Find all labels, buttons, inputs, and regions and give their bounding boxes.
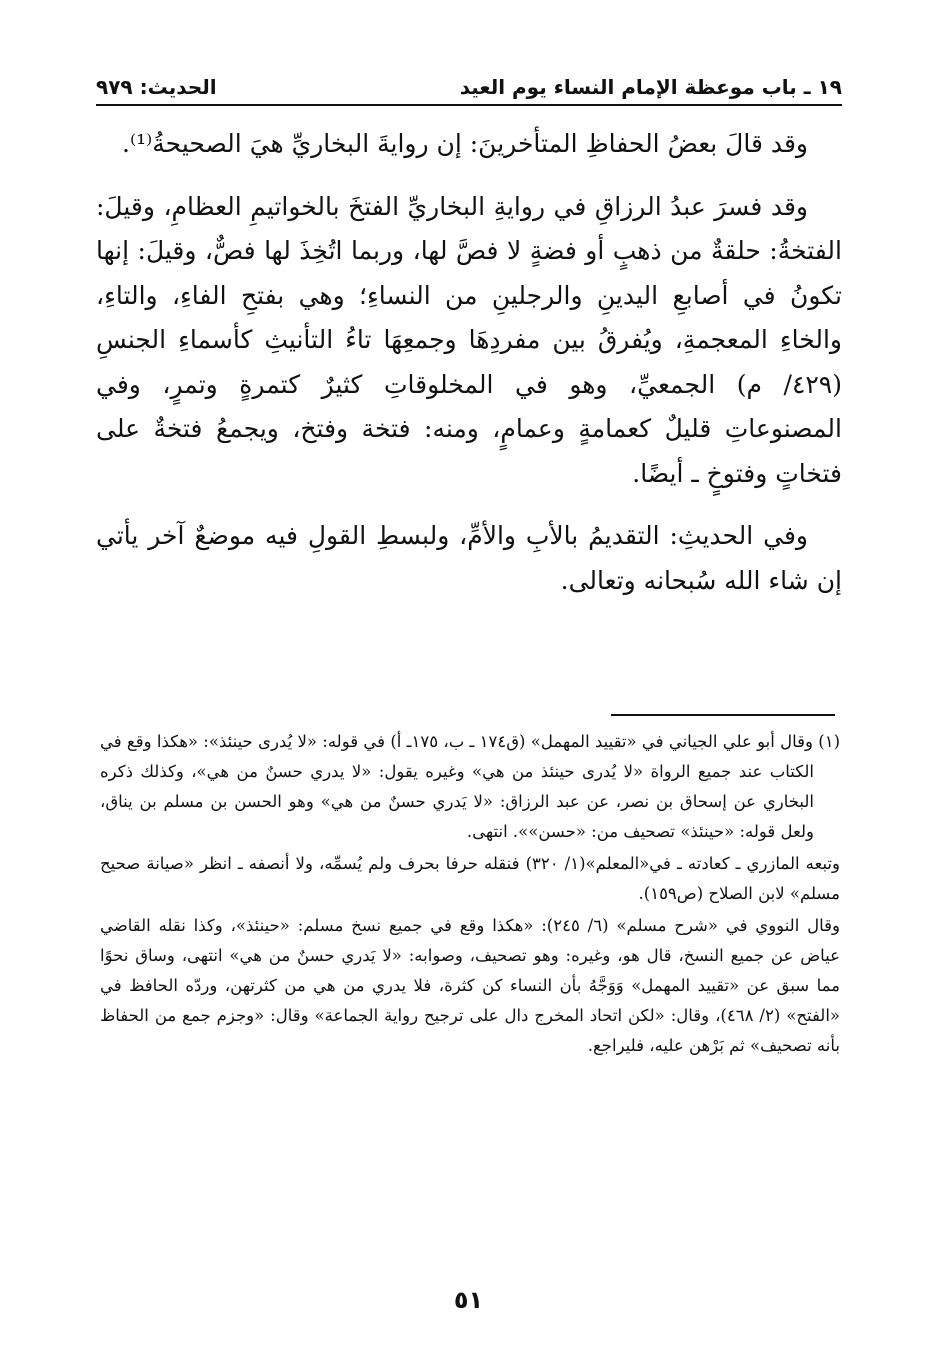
running-header xyxy=(96,72,842,100)
main-paragraph: وفي الحديثِ: التقديمُ بالأبِ والأمِّ، ولبسطِ القولِ فيه موضعٌ آخر يأتي إن شاء الله سُبحانه وتعالى. xyxy=(96,521,842,595)
page-number: ٥١ xyxy=(453,1286,484,1314)
footnotes xyxy=(100,727,840,1061)
header-rule xyxy=(96,104,842,106)
main-paragraph: وقد قالَ بعضُ الحفاظِ المتأخرينَ: إن روايةَ البخاريِّ هيَ الصحيحةُ⁽¹⁾. xyxy=(122,129,808,158)
chapter-title: ١٩ ـ باب موعظة الإمام النساء يوم العيد xyxy=(459,75,842,99)
footnote-paragraph: وقال النووي في «شرح مسلم» (٦/ ٢٤٥): «هكذا وقع في جميع نسخ مسلم: «حينئذ»، وكذا نقله القاضي عياض عن جميع النسخ، قال هو، وغيره: وهو تصحيف، وصوابه: «لا يَدري حسنٌ من هي» انتهى، وساق نحوًا مما سبق عن «تقييد المهمل» وَوَجَّهُ بأن النساء كن كثرة، فلا يدري من هي من كثرتهن، وردّه الحافظ في «الفتح» (٢/ ٤٦٨)، وقال: «لكن اتحاد المخرج دال على ترجيح رواية الجماعة» وقال: «وجزم جمع من الحفاظ بأنه تصحيف» ثم بَرْهن عليه، فليراجع. xyxy=(100,916,841,1055)
footnote-separator xyxy=(611,714,835,716)
main-text xyxy=(96,122,842,603)
main-paragraph: وقد فسرَ عبدُ الرزاقِ في روايةِ البخاريِّ الفتخَ بالخواتيمِ العظامِ، وقيلَ: الفتخةُ: حلقةٌ من ذهبٍ أو فضةٍ لا فصَّ لها، وربما اتُخِذَ لها فصٌّ، وقيلَ: إنها تكونُ في أصابعِ اليدينِ والرجلينِ من النساءِ؛ وهي بفتحِ الفاءِ، والتاءِ، والخاءِ المعجمةِ، ويُفرقُ بين مفردِهَا وجمعِهَا تاءُ التأنيثِ كأسماءِ الجنسِ (٤٢٩/ م) الجمعيِّ، وهو في المخلوقاتِ كثيرٌ كتمرةٍ وتمرٍ، وفي المصنوعاتِ قليلٌ كعمامةٍ وعمامٍ، ومنه: فتخة وفتخ، ويجمعُ فتخةٌ على فتخاتٍ وفتوخٍ ـ أيضًا. xyxy=(96,191,842,488)
hadith-number: الحديث: ٩٧٩ xyxy=(96,75,217,99)
footnote-paragraph: (١) وقال أبو علي الجياني في «تقييد المهمل» (ق١٧٤ ـ ب، ١٧٥ـ أ) في قوله: «لا يُدرى حينئذ»: «هكذا وقع في الكتاب عند جميع الرواة «لا يُدرى حينئذ من هي» وغيره يقول: «لا يدري حسنٌ من هي»، وكذلك ذكره البخاري عن إسحاق بن نصر، عن عبد الرزاق: «لا يَدري حسنٌ من هي» وهو الحسن بن مسلم بن يناق، ولعل قوله: «حينئذ» تصحيف من: «حسن»». انتهى. xyxy=(100,732,840,841)
footnote-paragraph: وتبعه المازري ـ كعادته ـ في«المعلم»(١/ ٣٢٠) فنقله حرفا بحرف ولم يُسمِّه، ولا أنصفه ـ انظر «صيانة صحيح مسلم» لابن الصلاح (ص١٥٩). xyxy=(100,854,840,903)
